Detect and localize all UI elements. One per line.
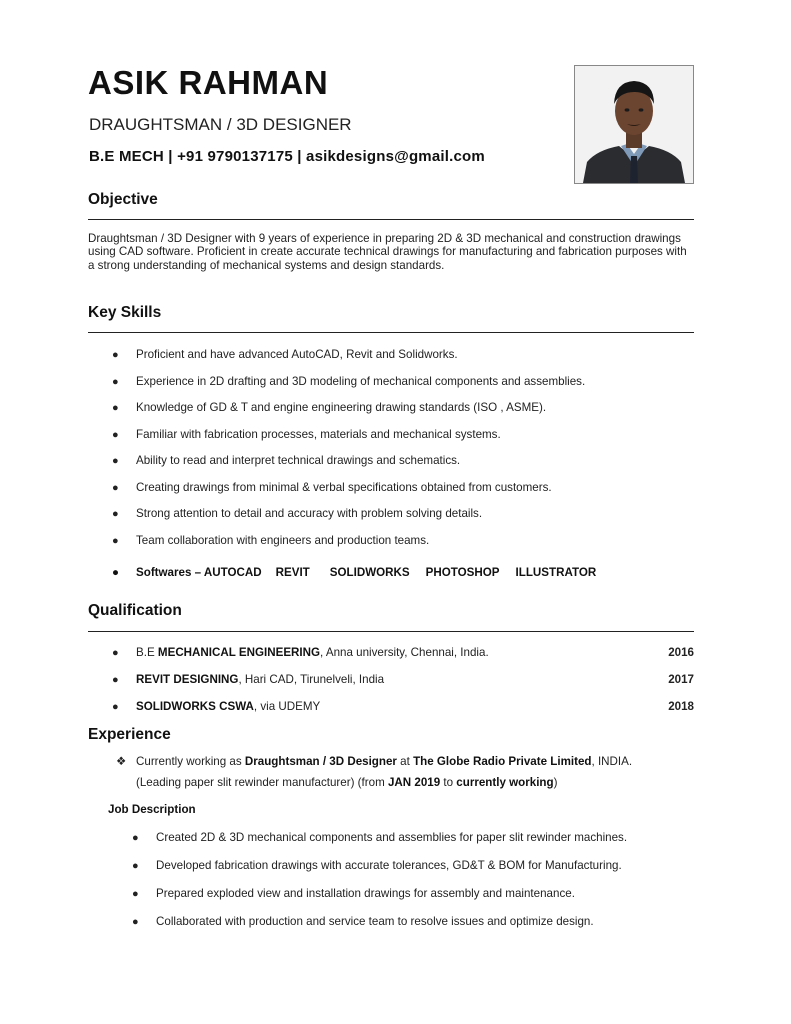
bullet-icon: ● bbox=[132, 888, 139, 900]
skill-text: Ability to read and interpret technical drawings and schematics. bbox=[136, 454, 461, 467]
contact-line: B.E MECH | +91 9790137175 | asikdesigns@gmail.com bbox=[89, 148, 485, 165]
experience-period bbox=[136, 776, 557, 789]
company-name: The Globe Radio Private Limited bbox=[413, 755, 592, 768]
skill-text: Strong attention to detail and accuracy with problem solving details. bbox=[136, 507, 483, 520]
bullet-icon: ● bbox=[112, 481, 119, 494]
software-label: Softwares – AUTOCAD bbox=[136, 566, 262, 579]
duty-text: Created 2D & 3D mechanical components and assemblies for paper slit rewinder machines. bbox=[156, 831, 628, 844]
bullet-icon: ● bbox=[132, 860, 139, 872]
qualification-name: SOLIDWORKS CSWA bbox=[136, 700, 254, 713]
bullet-icon: ● bbox=[112, 428, 119, 441]
section-divider bbox=[88, 631, 694, 632]
section-divider bbox=[88, 219, 694, 220]
bullet-icon: ● bbox=[112, 349, 119, 361]
qualification-name: MECHANICAL ENGINEERING bbox=[157, 646, 321, 659]
list-item bbox=[112, 375, 692, 402]
list-item bbox=[112, 348, 692, 375]
skill-text: Team collaboration with engineers and production teams. bbox=[136, 533, 430, 547]
bullet-icon: ● bbox=[112, 647, 119, 659]
skill-text: Creating drawings from minimal & verbal specifications obtained from customers. bbox=[136, 480, 552, 494]
duty-text: Prepared exploded view and installation drawings for assembly and maintenance. bbox=[156, 887, 575, 900]
qualification-heading: Qualification bbox=[88, 602, 182, 619]
qualification-detail: , Hari CAD, Tirunelveli, India bbox=[238, 673, 385, 686]
bullet-icon: ● bbox=[132, 832, 139, 844]
end-date: currently working bbox=[456, 776, 554, 789]
key-skills-heading: Key Skills bbox=[88, 304, 162, 321]
skill-text: Experience in 2D drafting and 3D modeling of mechanical components and assemblies. bbox=[136, 374, 586, 388]
list-item bbox=[132, 859, 692, 887]
duty-text: Collaborated with production and service team to resolve issues and optimize design. bbox=[156, 915, 594, 928]
text: to bbox=[440, 776, 457, 789]
experience-summary bbox=[116, 754, 632, 768]
list-item bbox=[112, 507, 692, 534]
list-item bbox=[112, 428, 692, 455]
list-item bbox=[112, 700, 694, 727]
bullet-icon: ● bbox=[112, 674, 119, 686]
skill-text: Knowledge of GD & T and engine engineering drawing standards (ISO , ASME). bbox=[136, 401, 547, 414]
list-item bbox=[132, 915, 692, 943]
job-position: Draughtsman / 3D Designer bbox=[244, 755, 397, 768]
bullet-icon: ● bbox=[112, 375, 119, 388]
list-item bbox=[132, 831, 692, 859]
list-item bbox=[112, 534, 692, 561]
diamond-bullet-icon: ❖ bbox=[116, 755, 127, 768]
start-date: JAN 2019 bbox=[387, 776, 441, 789]
list-item bbox=[112, 646, 694, 673]
job-description-heading: Job Description bbox=[108, 803, 196, 816]
qualification-list bbox=[112, 646, 694, 727]
text: at bbox=[396, 755, 414, 768]
objective-heading: Objective bbox=[88, 191, 158, 208]
software-item: SOLIDWORKS bbox=[329, 566, 410, 579]
software-item: PHOTOSHOP bbox=[425, 566, 500, 579]
list-item bbox=[112, 673, 694, 700]
experience-heading: Experience bbox=[88, 726, 171, 743]
bullet-icon: ● bbox=[112, 508, 119, 520]
list-item bbox=[112, 401, 692, 428]
qualification-year: 2017 bbox=[668, 673, 694, 686]
objective-text: Draughtsman / 3D Designer with 9 years of experience in preparing 2D & 3D mechanical and construction drawings using CAD software. Proficient in create accurate technical drawings for manufacturing and fabrication purposes with a strong understanding of mechanical systems and design standards. bbox=[88, 232, 687, 272]
profile-photo bbox=[574, 65, 694, 184]
text: ) bbox=[553, 776, 558, 789]
text: Currently working as bbox=[136, 755, 245, 768]
text: (Leading paper slit rewinder manufacturer) (from bbox=[136, 776, 388, 789]
list-item bbox=[112, 481, 692, 508]
software-list bbox=[112, 566, 606, 579]
skill-text: Proficient and have advanced AutoCAD, Revit and Solidworks. bbox=[136, 348, 458, 361]
software-item: ILLUSTRATOR bbox=[515, 566, 597, 579]
qualification-year: 2018 bbox=[668, 700, 694, 713]
list-item bbox=[112, 454, 692, 481]
job-duties-list bbox=[132, 831, 692, 943]
profile-photo-illustration bbox=[575, 66, 693, 183]
qualification-name: REVIT DESIGNING bbox=[136, 673, 239, 686]
text: , INDIA. bbox=[591, 755, 633, 768]
bullet-icon: ● bbox=[112, 701, 119, 713]
bullet-icon: ● bbox=[112, 566, 120, 579]
duty-text: Developed fabrication drawings with accurate tolerances, GD&T & BOM for Manufacturing. bbox=[156, 859, 622, 872]
qualification-year: 2016 bbox=[668, 646, 694, 659]
skill-text: Familiar with fabrication processes, materials and mechanical systems. bbox=[136, 427, 501, 441]
job-role: DRAUGHTSMAN / 3D DESIGNER bbox=[89, 115, 352, 134]
candidate-name: ASIK RAHMAN bbox=[88, 64, 329, 101]
bullet-icon: ● bbox=[112, 534, 119, 547]
list-item bbox=[132, 887, 692, 915]
bullet-icon: ● bbox=[112, 455, 119, 467]
bullet-icon: ● bbox=[132, 916, 139, 928]
qualification-prefix: B.E bbox=[136, 646, 158, 659]
section-divider bbox=[88, 332, 694, 333]
qualification-detail: , Anna university, Chennai, India. bbox=[320, 646, 489, 659]
qualification-detail: , via UDEMY bbox=[253, 700, 321, 713]
skills-list bbox=[112, 348, 692, 560]
bullet-icon: ● bbox=[112, 402, 119, 414]
software-item: REVIT bbox=[275, 566, 310, 579]
